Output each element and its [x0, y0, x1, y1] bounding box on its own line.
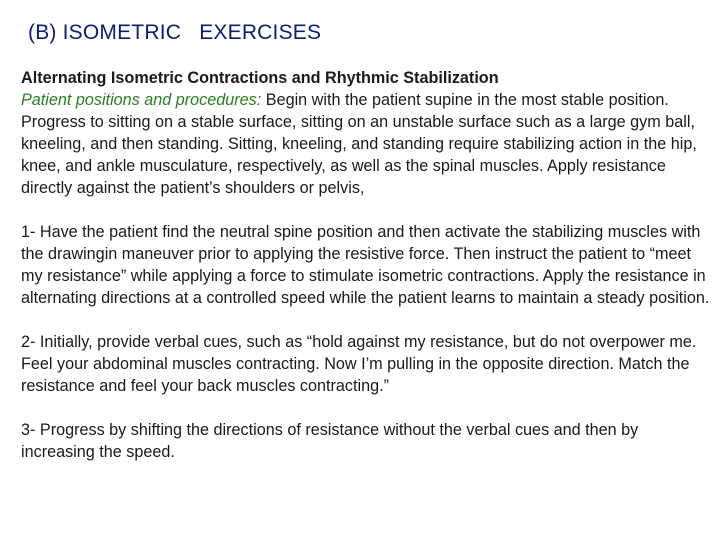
- step-3: 3- Progress by shifting the directions of resistance without the verbal cues and then by increasing the speed.: [21, 421, 639, 461]
- step-1: 1- Have the patient find the neutral spine position and then activate the stabilizing muscles with the drawingin maneuver prior to applying the resistive force. Then instruct the patient to “meet my resistance” while applying a force to stimulate isometric contractions. Apply the resistance in alternating directions at a controlled speed while the patient learns to maintain a steady position.: [21, 223, 710, 307]
- step-2: 2- Initially, provide verbal cues, such as “hold against my resistance, but do not overpower me. Feel your abdominal muscles contracting. Now I’m pulling in the opposite direction. Match the resistance and feel your back muscles contracting.”: [21, 333, 697, 395]
- section-heading: Alternating Isometric Contractions and Rhythmic Stabilization: [21, 69, 499, 87]
- slide-title: (B) ISOMETRIC EXERCISES: [28, 21, 322, 44]
- intro-paragraph: [21, 89, 715, 199]
- intro-label: Patient positions and procedures:: [21, 91, 262, 109]
- intro-text: Begin with the patient supine in the most stable position. Progress to sitting on a stable surface, sitting on an unstable surface such as a large gym ball, kneeling, and then standing. Sitting, kneeling, and standing require stabilizing action in the hip, knee, and ankle musculature, respectively, as well as the spinal muscles. Apply resistance directly against the patient’s shoulders or pelvis,: [21, 91, 697, 197]
- slide-content: [21, 67, 715, 463]
